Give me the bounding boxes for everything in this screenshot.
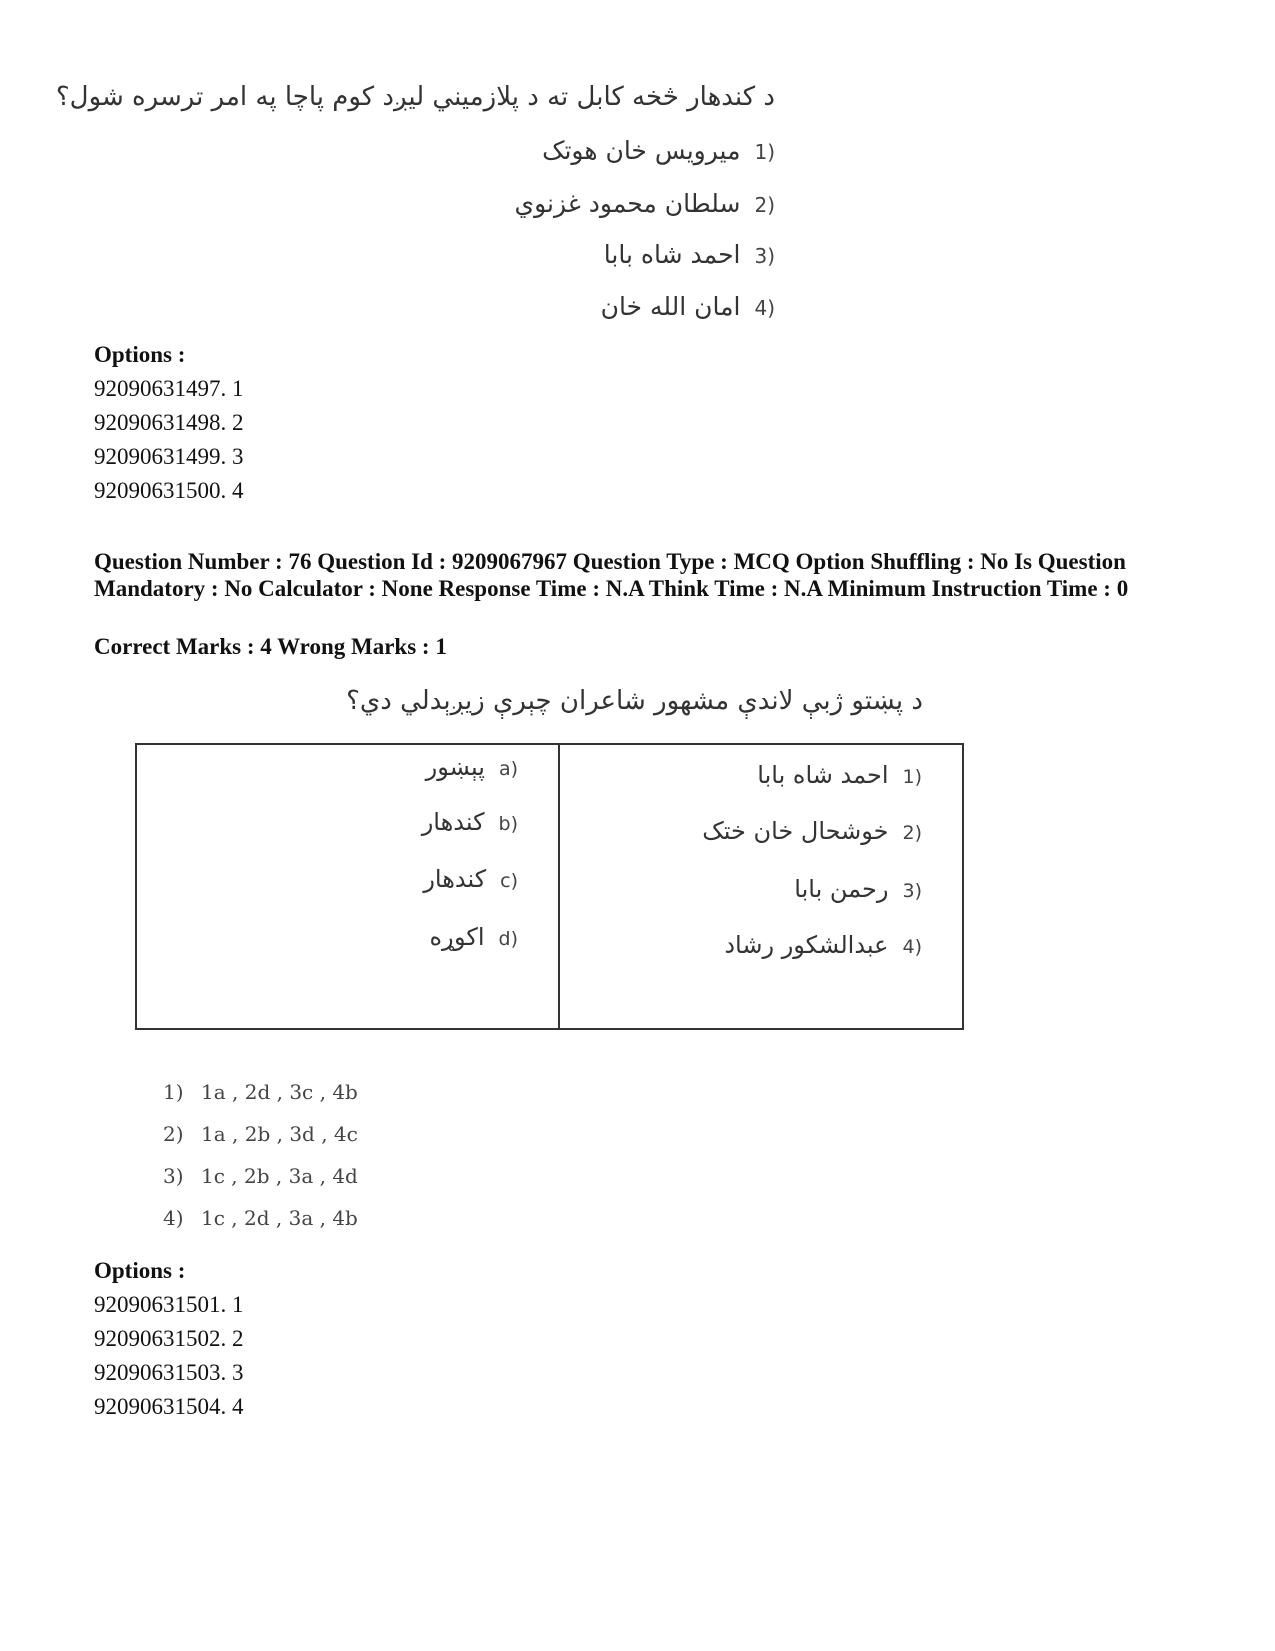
q75-choice-1 [542, 136, 775, 165]
answer-choice-4 [163, 1206, 358, 1248]
item-text: خوشحال خان ختک [702, 817, 889, 845]
option-item: 92090631500. 4 [94, 478, 244, 503]
q76-meta-info: Question Number : 76 Question Id : 9209067967 Question Type : MCQ Option Shuffling : No Is Question Mandatory : No Calculator : None Response Time : N.A Think Time : N.A Minimum Instruction Time : 0 [94, 549, 1129, 601]
item-number: 2) [902, 822, 922, 844]
q75-choice-2 [515, 189, 775, 218]
item-letter: c) [500, 870, 518, 892]
choice-number: 1) [754, 140, 775, 164]
choice-text: سلطان محمود غزنوي [514, 189, 741, 218]
q76-answer-choices [163, 1080, 358, 1248]
choice-text: امان الله خان [600, 292, 741, 321]
answer-text: 1c , 2b , 3a , 4d [201, 1164, 358, 1188]
answer-number: 1) [163, 1080, 184, 1104]
answer-text: 1a , 2d , 3c , 4b [201, 1080, 358, 1104]
q76-marks: Correct Marks : 4 Wrong Marks : 1 [94, 634, 447, 659]
answer-choice-1 [163, 1080, 358, 1122]
q76-options-list [94, 1288, 244, 1424]
option-item: 92090631499. 3 [94, 444, 244, 469]
answer-text: 1a , 2b , 3d , 4c [201, 1122, 358, 1146]
match-item-3 [794, 875, 922, 903]
option-item: 92090631502. 2 [94, 1326, 244, 1351]
match-item-c [423, 865, 518, 893]
match-item-4 [724, 931, 922, 959]
option-item: 92090631501. 1 [94, 1292, 244, 1317]
match-item-1 [757, 761, 922, 789]
q75-choice-4 [601, 292, 775, 321]
answer-number: 4) [163, 1206, 184, 1230]
q76-question-text: د پښتو ژبې لاندې مشهور شاعران چېرې زیږېدلي دي؟ [346, 686, 923, 716]
q76-options-label: Options : [94, 1258, 186, 1283]
answer-number: 3) [163, 1164, 184, 1188]
answer-text: 1c , 2d , 3a , 4b [201, 1206, 358, 1230]
q76-match-table [135, 743, 964, 1030]
choice-text: احمد شاه بابا [603, 240, 741, 269]
match-item-b [422, 808, 518, 836]
item-text: کندهار [423, 865, 487, 893]
item-text: کندهار [421, 808, 485, 836]
item-letter: b) [498, 813, 518, 835]
option-item: 92090631504. 4 [94, 1394, 244, 1419]
answer-choice-3 [163, 1164, 358, 1206]
match-column-right [137, 745, 560, 1028]
q75-options-label: Options : [94, 342, 186, 367]
answer-number: 2) [163, 1122, 184, 1146]
choice-text: میرویس خان هوتک [542, 136, 741, 165]
item-text: رحمن بابا [794, 875, 889, 903]
item-text: عبدالشکور رشاد [724, 931, 889, 959]
q75-options-list [94, 372, 244, 508]
choice-number: 3) [754, 244, 775, 268]
item-number: 3) [902, 880, 922, 902]
choice-number: 2) [754, 193, 775, 217]
item-text: پېښور [425, 753, 485, 781]
option-item: 92090631498. 2 [94, 410, 244, 435]
q75-choice-3 [604, 240, 775, 269]
item-letter: d) [498, 928, 518, 950]
item-text: اکوړه [429, 923, 485, 951]
item-number: 1) [902, 766, 922, 788]
option-item: 92090631503. 3 [94, 1360, 244, 1385]
match-column-left [560, 745, 962, 1028]
match-item-d [429, 923, 518, 951]
match-item-a [426, 753, 518, 781]
match-item-2 [702, 817, 922, 845]
option-item: 92090631497. 1 [94, 376, 244, 401]
item-text: احمد شاه بابا [757, 761, 889, 789]
item-number: 4) [902, 936, 922, 958]
answer-choice-2 [163, 1122, 358, 1164]
choice-number: 4) [754, 296, 775, 320]
q75-question-text: د کندهار څخه کابل ته د پلازمیني لیږد کوم پاچا په امر ترسره شول؟ [55, 82, 775, 112]
item-letter: a) [498, 758, 518, 780]
